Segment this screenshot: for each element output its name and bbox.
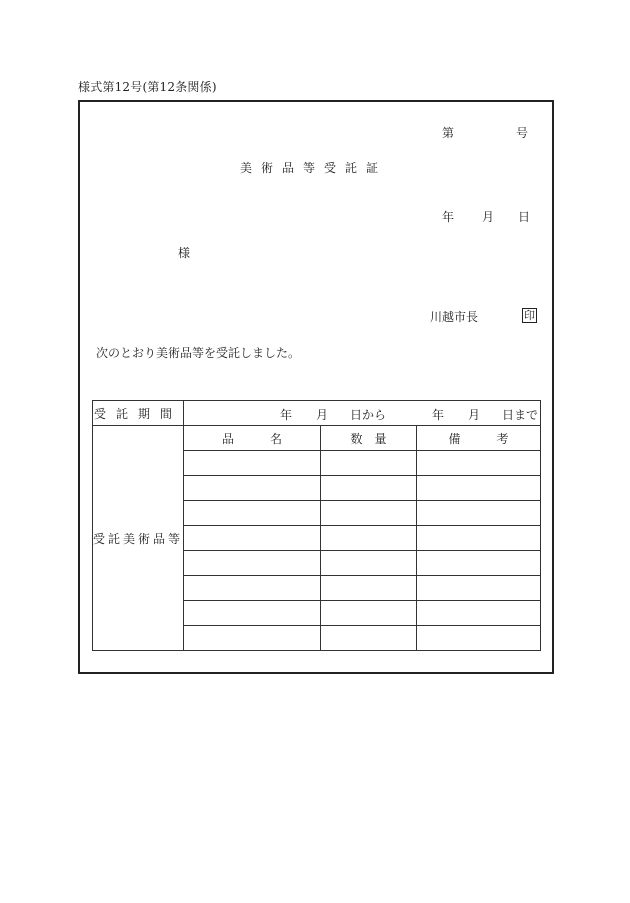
item-remarks-cell[interactable]: [417, 451, 541, 476]
item-remarks-cell[interactable]: [417, 601, 541, 626]
item-remarks-cell[interactable]: [417, 476, 541, 501]
item-quantity-cell[interactable]: [321, 501, 417, 526]
period-from-suffix: 日から: [350, 408, 387, 422]
item-name-cell[interactable]: [184, 501, 321, 526]
certificate-number-line: [442, 124, 528, 141]
item-name-cell[interactable]: [184, 476, 321, 501]
seal-mark: 印: [524, 309, 535, 322]
addressee-suffix: 様: [178, 246, 191, 260]
item-quantity-cell[interactable]: [321, 526, 417, 551]
item-name-cell[interactable]: [184, 526, 321, 551]
date-year: 年: [442, 210, 455, 224]
header-remarks: 備 考: [417, 426, 541, 451]
item-name-cell[interactable]: [184, 626, 321, 651]
item-remarks-cell[interactable]: [417, 526, 541, 551]
issuer-name: 川越市長: [430, 310, 479, 324]
date-day: 日: [518, 210, 531, 224]
period-until-suffix: 日まで: [502, 408, 539, 422]
item-name-cell[interactable]: [184, 451, 321, 476]
items-header-row: [93, 426, 541, 451]
period-row: [93, 401, 541, 426]
items-label: 受託美術品等: [93, 426, 184, 651]
item-quantity-cell[interactable]: [321, 476, 417, 501]
date-month: 月: [482, 210, 495, 224]
item-quantity-cell[interactable]: [321, 551, 417, 576]
item-quantity-cell[interactable]: [321, 451, 417, 476]
period-label: 受託期間: [93, 401, 184, 426]
item-remarks-cell[interactable]: [417, 551, 541, 576]
number-prefix: 第: [442, 126, 455, 140]
item-name-cell[interactable]: [184, 576, 321, 601]
statement-text: 次のとおり美術品等を受託しました。: [96, 346, 301, 360]
consignment-table: [92, 400, 541, 651]
item-remarks-cell[interactable]: [417, 501, 541, 526]
header-name: 品 名: [184, 426, 321, 451]
number-suffix: 号: [516, 126, 529, 140]
item-name-cell[interactable]: [184, 601, 321, 626]
form-number-label: 様式第12号(第12条関係): [78, 80, 217, 94]
item-remarks-cell[interactable]: [417, 626, 541, 651]
period-year-from: 年: [280, 408, 293, 422]
item-name-cell[interactable]: [184, 551, 321, 576]
period-month-to: 月: [468, 408, 481, 422]
item-quantity-cell[interactable]: [321, 601, 417, 626]
header-quantity: 数 量: [321, 426, 417, 451]
period-month-from: 月: [316, 408, 329, 422]
certificate-frame: [78, 100, 554, 674]
item-quantity-cell[interactable]: [321, 576, 417, 601]
item-quantity-cell[interactable]: [321, 626, 417, 651]
period-year-to: 年: [432, 408, 445, 422]
period-field: [184, 401, 541, 426]
item-remarks-cell[interactable]: [417, 576, 541, 601]
certificate-title: 美術品等受託証: [240, 161, 388, 175]
issue-date-line: [442, 208, 530, 225]
